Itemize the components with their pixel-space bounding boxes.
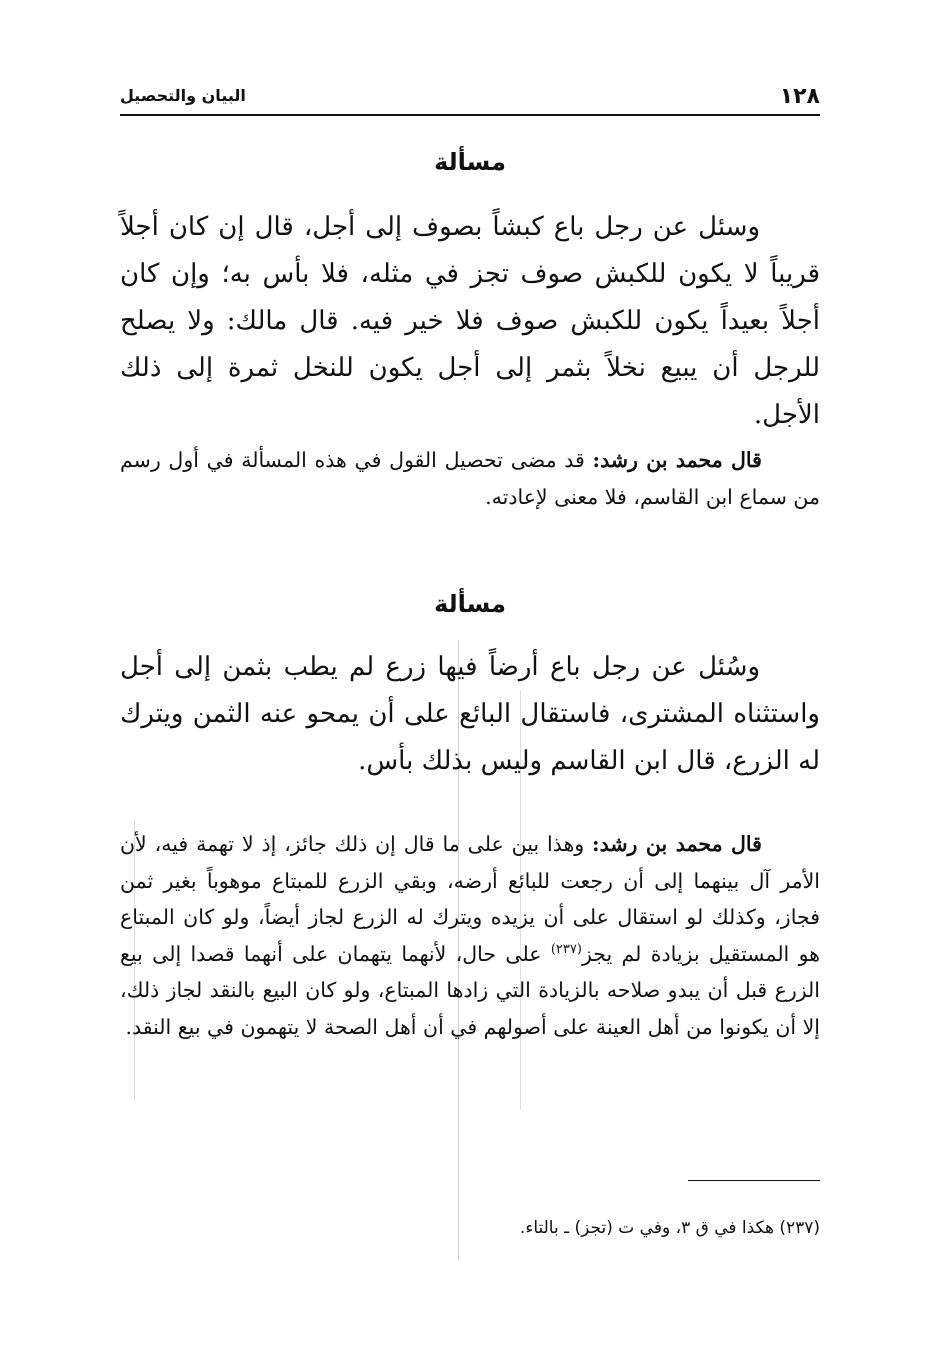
running-title: البيان والتحصيل <box>120 86 246 105</box>
footnote: (٢٣٧) هكذا في ق ٣، وفي ت (تجز) ـ بالتاء. <box>519 1218 820 1238</box>
question-paragraph <box>120 644 820 785</box>
question-paragraph <box>120 204 820 439</box>
commentary-speaker: قال محمد بن رشد: <box>592 448 762 472</box>
commentary-text-continued: على حال، لأنهما يتهمان على أنهما قصدا إلى بيع الزرع قبل أن يبدو صلاحه بالزيادة التي زادها المبتاع، ولو كان البيع بالنقد لجاز ذلك، إلا أن يكونوا من أهل العينة على أصولهم في أن أهل الصحة لا يتهمون في بيع النقد. <box>120 941 820 1039</box>
footnote-separator <box>688 1180 820 1181</box>
section-title: مسألة <box>434 148 506 176</box>
page-number: ١٢٨ <box>779 84 820 109</box>
commentary-paragraph <box>120 826 820 1045</box>
commentary-text: وهذا بين على ما قال إن ذلك جائز، إذ لا تهمة فيه، لأن الأمر آل بينهما إلى أن رجعت للبائع أرضه، وبقي الزرع للمبتاع موهوباً بغير ثمن فجاز، وكذلك لو استقال على أن يزيده ويترك له الزرع لجاز أيضاً، ولو كان المبتاع هو المستقيل بزيادة لم يجز <box>120 832 820 966</box>
question-text: وسئل عن رجل باع كبشاً بصوف إلى أجل، قال إن كان أجلاً قريباً لا يكون للكبش صوف تجز في مثله، فلا بأس به؛ وإن كان أجلاً بعيداً يكون للكبش صوف فلا خير فيه. قال مالك: ولا يصلح للرجل أن يبيع نخلاً بثمر إلى أجل يكون للنخل ثمرة إلى ذلك الأجل. <box>120 212 820 430</box>
page-header <box>120 82 820 116</box>
section-title: مسألة <box>434 590 506 618</box>
footnote-reference[interactable]: (٢٣٧) <box>550 941 582 957</box>
question-text: وسُئل عن رجل باع أرضاً فيها زرع لم يطب بثمن إلى أجل واستثناه المشترى، فاستقال البائع على أن يمحو عنه الثمن ويترك له الزرع، قال ابن القاسم وليس بذلك بأس. <box>120 652 820 776</box>
commentary-text: قد مضى تحصيل القول في هذه المسألة في أول رسم من سماع ابن القاسم، فلا معنى لإعادته. <box>120 448 820 509</box>
commentary-paragraph <box>120 442 820 515</box>
commentary-speaker: قال محمد بن رشد: <box>592 832 762 856</box>
